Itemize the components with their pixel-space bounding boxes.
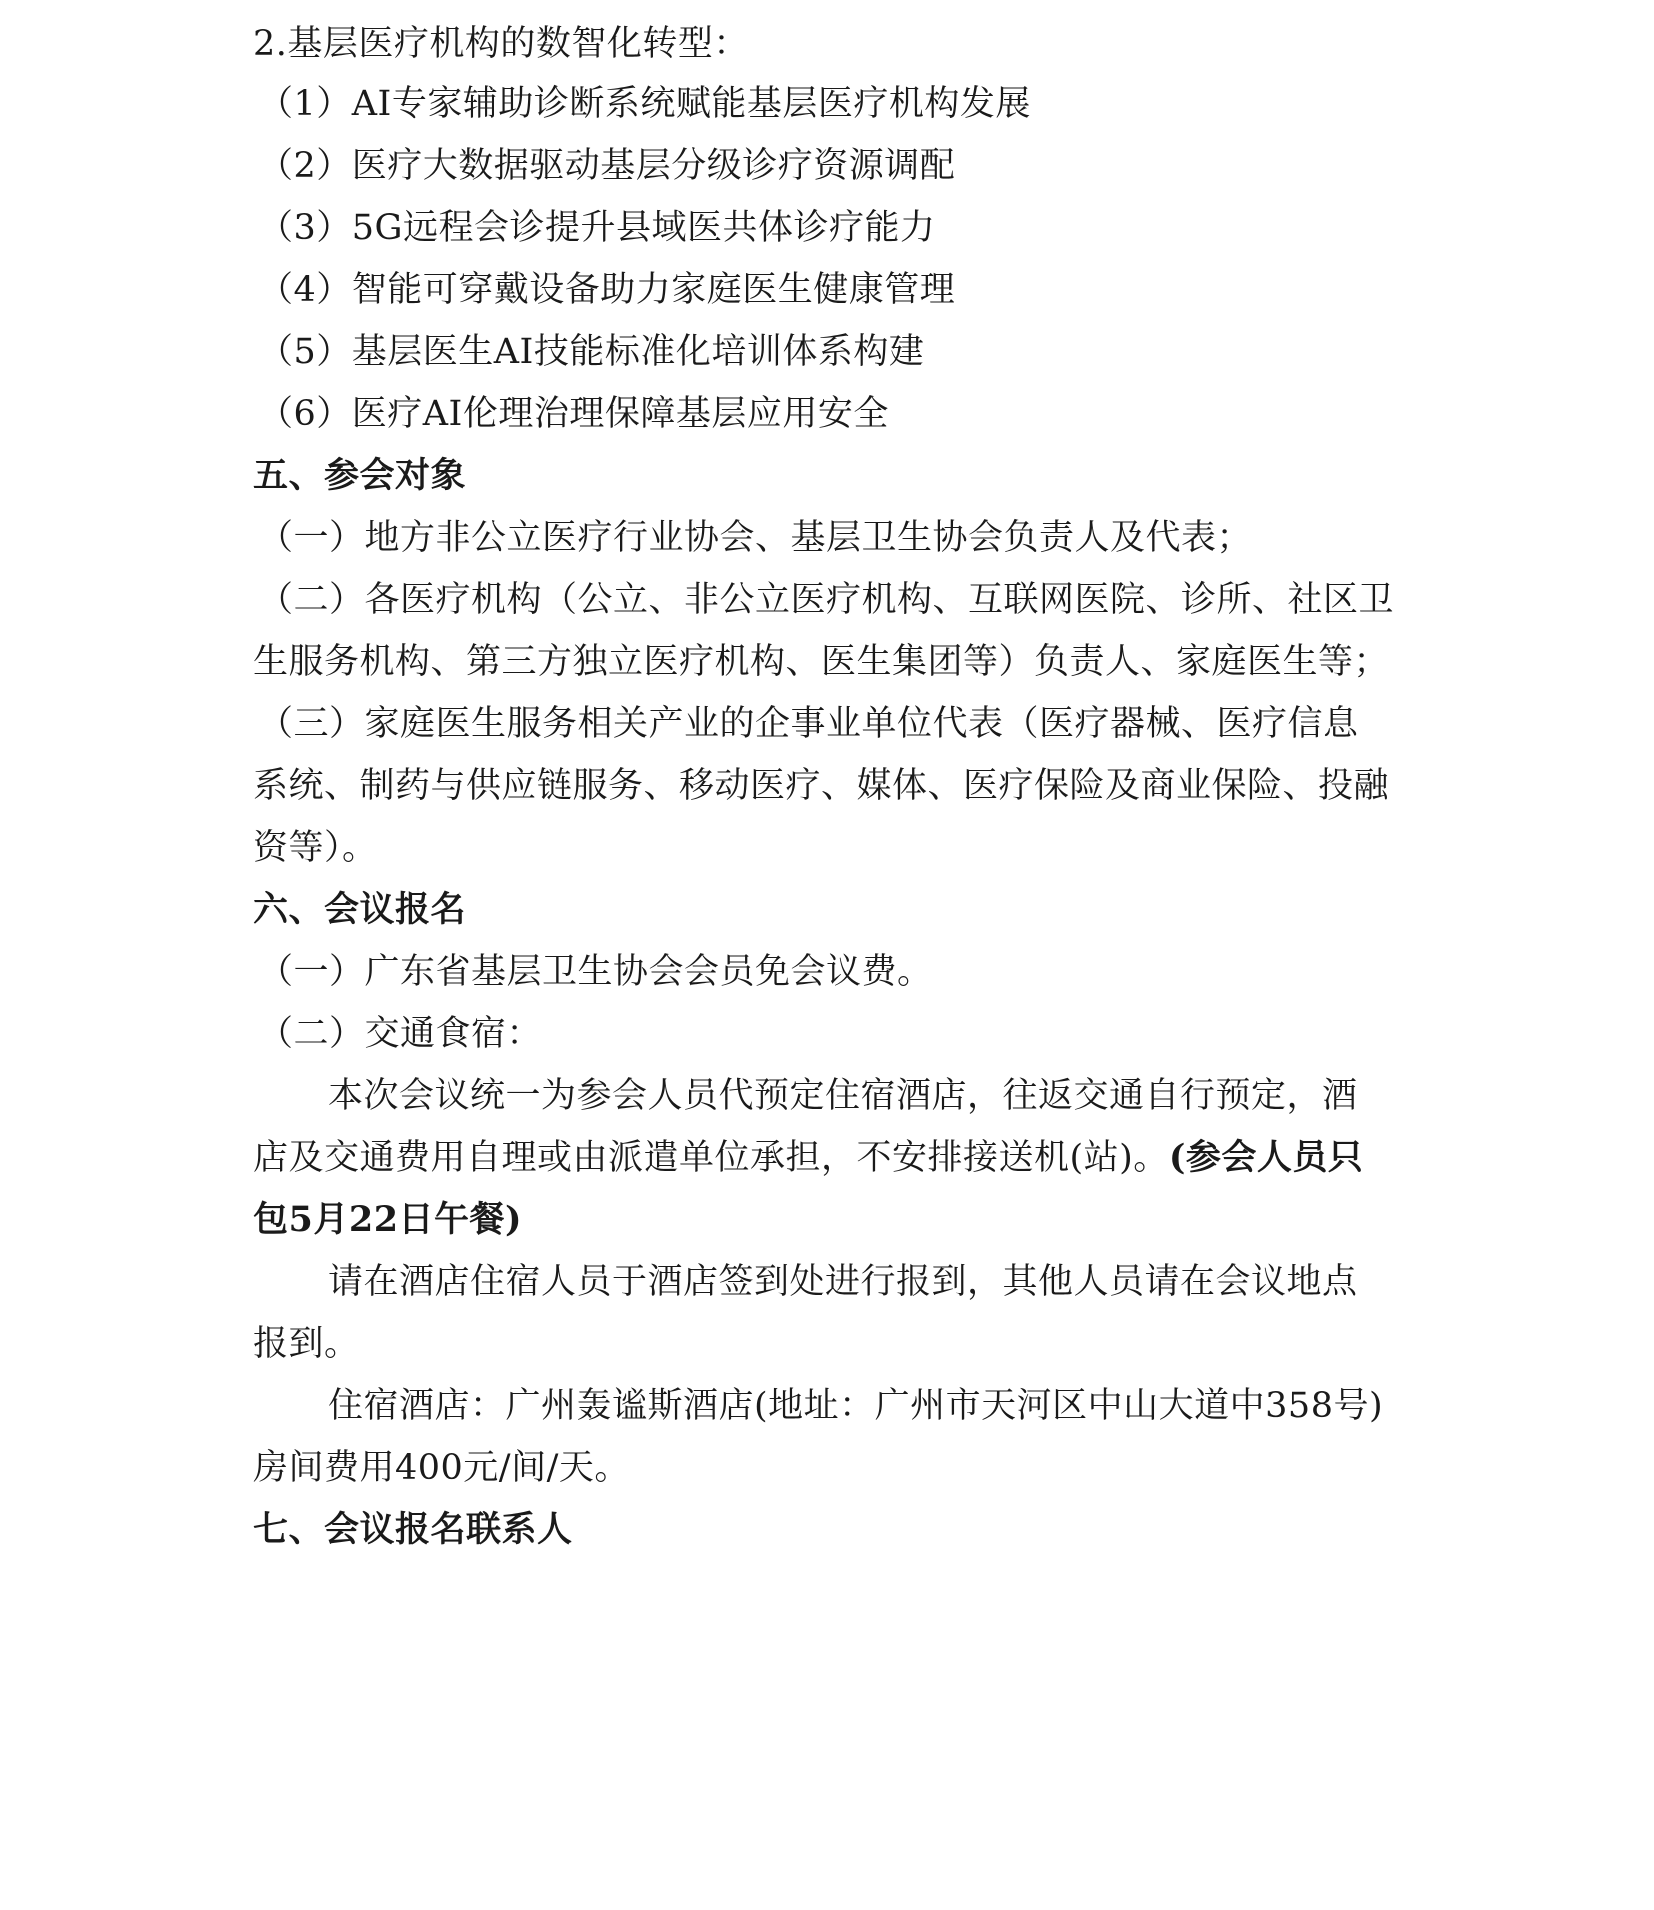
heading-registration: 六、会议报名 [253,889,467,930]
heading-contacts: 七、会议报名联系人 [253,1509,573,1550]
attendee-item-2-line-2: 生服务机构、第三方独立医疗机构、医生集团等）负责人、家庭医生等； [253,642,1390,682]
accommodation-note: 店及交通费用自理或由派遣单位承担，不安排接送机(站)。 [253,1138,1169,1178]
meal-note-end: 包5月22日午餐) [253,1199,523,1240]
section2-item-4: （4）智能可穿戴设备助力家庭医生健康管理 [258,270,956,310]
accommodation-paragraph-line-1: 本次会议统一为参会人员代预定住宿酒店，往返交通自行预定，酒 [328,1076,1358,1116]
attendee-item-3-line-2: 系统、制药与供应链服务、移动医疗、媒体、医疗保险及商业保险、投融 [253,766,1390,806]
meal-note-start: (参会人员只 [1168,1137,1364,1178]
hotel-paragraph-line-2: 房间费用400元/间/天。 [253,1448,630,1488]
registration-item-2: （二）交通食宿： [258,1014,543,1054]
registration-item-1: （一）广东省基层卫生协会会员免会议费。 [258,952,933,992]
section2-item-5: （5）基层医生AI技能标准化培训体系构建 [258,332,925,372]
section2-title: 2.基层医疗机构的数智化转型： [253,24,749,64]
section2-item-6: （6）医疗AI伦理治理保障基层应用安全 [258,394,889,434]
hotel-paragraph-line-1: 住宿酒店：广州轰谧斯酒店(地址：广州市天河区中山大道中358号) [328,1386,1384,1426]
accommodation-paragraph-line-2 [253,1136,1363,1180]
checkin-paragraph-line-2: 报到。 [253,1324,360,1364]
attendee-item-3-line-1: （三）家庭医生服务相关产业的企事业单位代表（医疗器械、医疗信息 [258,704,1359,744]
section2-item-1: （1）AI专家辅助诊断系统赋能基层医疗机构发展 [258,84,1031,124]
section2-item-3: （3）5G远程会诊提升县域医共体诊疗能力 [258,208,936,248]
heading-attendees: 五、参会对象 [253,455,467,496]
section2-item-2: （2）医疗大数据驱动基层分级诊疗资源调配 [258,146,956,186]
attendee-item-1: （一）地方非公立医疗行业协会、基层卫生协会负责人及代表； [258,518,1253,558]
attendee-item-3-line-3: 资等）。 [253,828,378,868]
checkin-paragraph-line-1: 请在酒店住宿人员于酒店签到处进行报到，其他人员请在会议地点 [328,1262,1358,1302]
attendee-item-2-line-1: （二）各医疗机构（公立、非公立医疗机构、互联网医院、诊所、社区卫 [258,580,1395,620]
